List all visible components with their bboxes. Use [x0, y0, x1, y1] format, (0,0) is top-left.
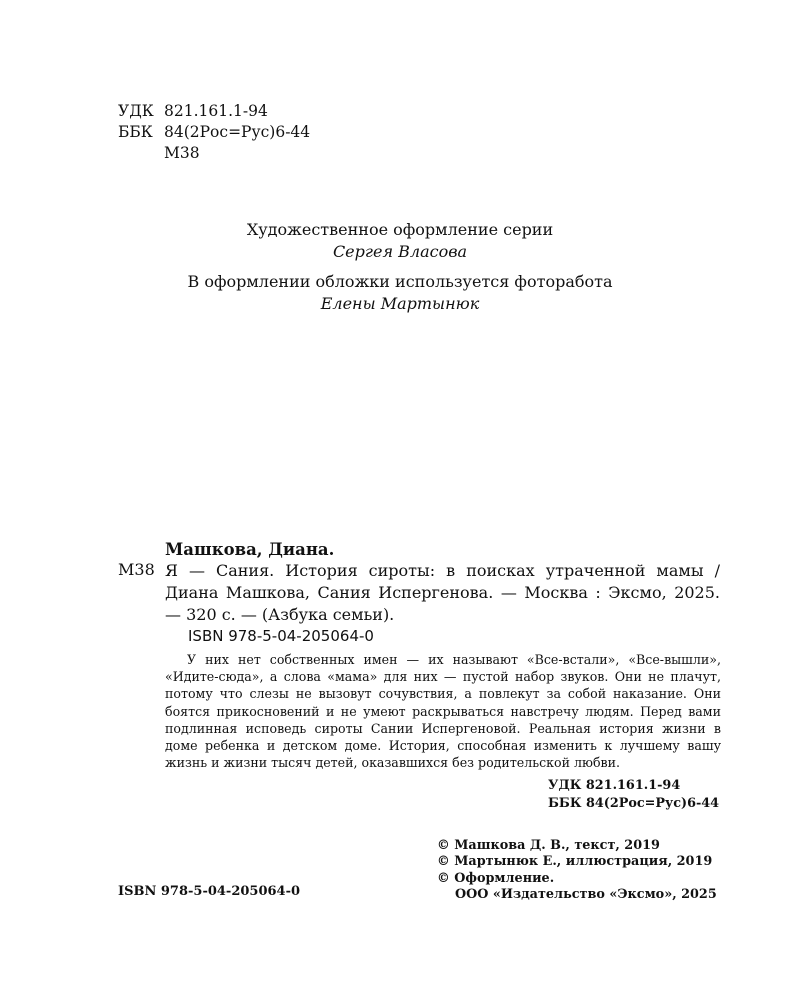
annotation-text: У них нет собственных имен — их называют «Все-встали», «Все-вышли», «Идите-сюда», а слова «мама» для них — пустой набор звуков. Они не плачут, потому что слезы не вызовут сочувствия, а повлекут за собой наказание. Они боятся прикосновений и не умеют раскрываться навстречу людям. Перед вами подлинная исповедь сироты Сании Испергеновой. Реальная история жизни в доме ребенка и детском доме. История, способная изменить к лучшему вашу жизнь и жизни тысяч детей, оказавшихся без родительской любви.	[165, 652, 721, 771]
copyright-line: © Оформление.	[437, 870, 555, 886]
isbn-record: ISBN 978-5-04-205064-0	[188, 627, 374, 645]
copyright-line: ООО «Издательство «Эксмо», 2025	[455, 887, 717, 903]
author-heading: Машкова, Диана.	[165, 540, 335, 559]
bottom-udk: УДК 821.161.1-94	[548, 778, 681, 793]
author-mark-row	[118, 143, 310, 164]
series-design-credit	[0, 219, 800, 263]
bbk-row	[118, 122, 310, 143]
bibliographic-description: Я — Сания. История сироты: в поисках утраченной мамы / Диана Машкова, Сания Испергенова. — Москва : Эксмо, 2025. — 320 с. — (Азбука семьи).	[165, 561, 720, 624]
copyright-block	[437, 838, 717, 904]
credit-person: Елены Мартынюк	[320, 294, 480, 313]
isbn-bottom: ISBN 978-5-04-205064-0	[118, 884, 301, 899]
classification-codes	[118, 101, 310, 164]
udk-label: УДК	[118, 102, 154, 120]
credit-role: Художественное оформление серии	[246, 220, 554, 239]
author-mark-code: М38	[118, 560, 155, 579]
bbk-value: 84(2Рос=Рус)6-44	[164, 123, 311, 141]
copyright-line: © Мартынюк Е., иллюстрация, 2019	[437, 854, 713, 870]
credit-person: Сергея Власова	[332, 242, 468, 261]
bbk-label: ББК	[118, 123, 153, 141]
udk-row	[118, 101, 310, 122]
cover-photo-credit	[0, 271, 800, 315]
bottom-bbk: ББК 84(2Рос=Рус)6-44	[548, 796, 720, 811]
bottom-classification-codes	[548, 777, 719, 813]
udk-value: 821.161.1-94	[164, 102, 268, 120]
author-mark: М38	[164, 144, 200, 162]
copyright-line: © Машкова Д. В., текст, 2019	[437, 838, 660, 853]
credit-role: В оформлении обложки используется фоторабота	[187, 272, 613, 291]
